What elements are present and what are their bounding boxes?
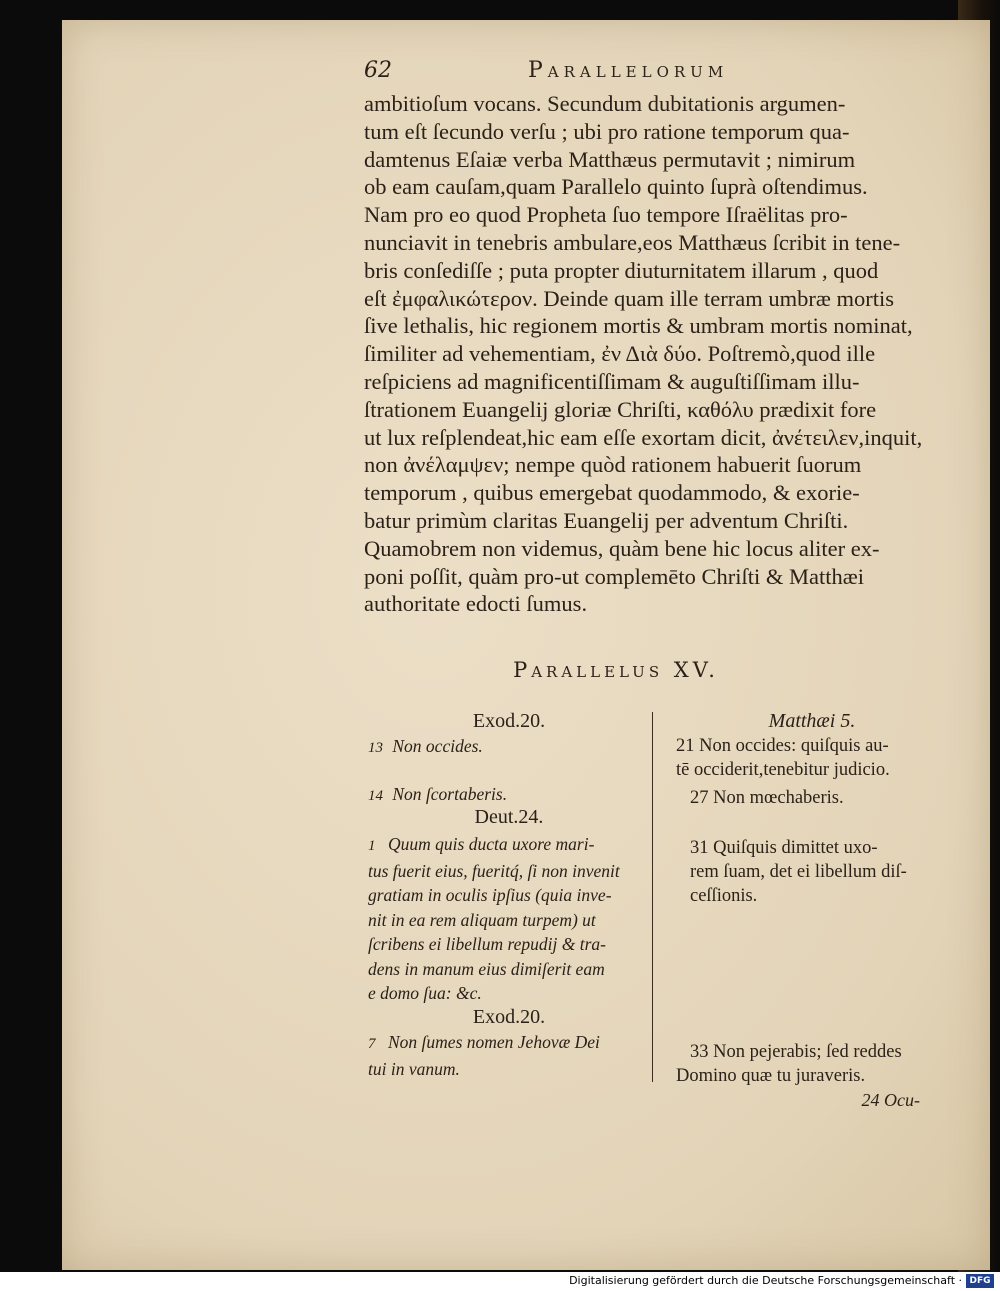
dfg-logo: DFG <box>966 1274 994 1288</box>
page-number: 62 <box>364 58 392 83</box>
running-head <box>62 58 990 88</box>
verse-number: 7 <box>368 1036 376 1052</box>
body-line: nunciavit in tenebris ambulare,eos Matthæus ſcribit in tene- <box>364 229 901 255</box>
funding-credit: Digitalisierung gefördert durch die Deutsche Forschungsgemeinschaft · <box>569 1274 962 1287</box>
body-line: non ἀνέλαμψεν; nempe quòd rationem habuerit ſuorum <box>364 452 862 478</box>
reference-heading: Exod.20. <box>472 710 546 732</box>
body-line: batur primùm claritas Euangelij per adventum Chriſti. <box>364 507 849 533</box>
verse-line: ceſſionis. <box>690 886 758 906</box>
body-line: reſpiciens ad magnificentiſſimam & auguſtiſſimam illu- <box>364 368 860 394</box>
verse-text: Non ſcortaberis. <box>392 784 508 804</box>
verse-line: dens in manum eius dimiſerit eam <box>368 958 605 979</box>
verse-text: Non occides. <box>392 736 483 756</box>
verse <box>368 832 650 1006</box>
body-line: ſimiliter ad vehementiam, ἐν Διὰ δύο. Poſtremò,quod ille <box>364 341 876 367</box>
section-heading: Parallelus XV. <box>513 658 719 682</box>
body-line: Nam pro eo quod Propheta ſuo tempore Iſraëlitas pro- <box>364 202 848 228</box>
body-line: ob eam cauſam,quam Parallelo quinto ſuprà oſtendimus. <box>364 174 868 200</box>
body-line: temporum , quibus emergebat quodammodo, & exorie- <box>364 480 860 506</box>
verse-line: e domo ſua: &c. <box>368 983 482 1003</box>
body-line: ut lux reſplendeat,hic eam eſſe exortam dicit, ἀνέτ‌ειλεν,inquit, <box>364 424 923 450</box>
verse: 27 Non mœchaberis. <box>690 788 844 808</box>
body-paragraph <box>364 90 942 618</box>
body-line: ſtrationem Euangelij gloriæ Chriſti, καθόλυ prædixit fore <box>364 396 877 422</box>
body-line: eſt ἐμφαλικώτερον. Deinde quam ille terram umbræ mortis <box>364 285 894 311</box>
body-line: ſive lethalis, hic regionem mortis & umbram mortis nominat, <box>364 313 913 339</box>
reference-heading: Deut.24. <box>474 806 544 828</box>
verse-line: 33 Non pejerabis; ſed reddes <box>690 1042 902 1062</box>
verse-line: ſcribens ei libellum repudij & tra- <box>368 934 607 954</box>
verse <box>368 782 650 809</box>
verse <box>368 734 650 761</box>
body-line: bris conſediſſe ; puta propter diuturnitatem illarum , quod <box>364 257 879 283</box>
verse <box>368 1030 650 1081</box>
verse-number: 14 <box>368 788 383 804</box>
body-line: ambitioſum vocans. Secundum dubitationis argumen- <box>364 91 846 116</box>
verse-line: tē occiderit,tenebitur judicio. <box>676 760 890 780</box>
body-line: Quamobrem non videmus, quàm bene hic locus aliter ex- <box>364 535 880 561</box>
verse-line: 31 Quiſquis dimittet uxo- <box>690 838 878 858</box>
catchword: 24 Ocu- <box>861 1090 920 1110</box>
verse-line: tus fuerit eius, fueritq́, ſi non invenit <box>368 860 620 881</box>
verse-line: tui in vanum. <box>368 1058 460 1079</box>
body-line: damtenus Eſaiæ verba Matthæus permutavit ; nimirum <box>364 146 856 172</box>
verse-number: 1 <box>368 838 376 854</box>
footer-bar <box>0 1272 1000 1291</box>
verse-number: 13 <box>368 740 383 756</box>
reference-heading: Matthæi 5. <box>768 710 856 732</box>
verse-line: gratiam in oculis ipſius (quia inve- <box>368 885 612 905</box>
verse-line: Non ſumes nomen Jehovæ Dei <box>388 1032 600 1052</box>
body-line: tum eſt ſecundo verſu ; ubi pro ratione temporum qua- <box>364 118 850 144</box>
running-title: Parallelorum <box>528 58 729 83</box>
column-divider <box>652 712 653 1082</box>
verse-line: Domino quæ tu juraveris. <box>676 1066 866 1086</box>
verse <box>676 1040 948 1088</box>
verse-line: rem ſuam, det ei libellum diſ- <box>690 862 907 882</box>
body-line: authoritate edocti ſumus. <box>364 591 588 617</box>
verse-line: 21 Non occides: quiſquis au- <box>676 736 889 756</box>
verse <box>676 734 948 782</box>
book-page <box>62 20 990 1270</box>
reference-heading: Exod.20. <box>472 1006 546 1028</box>
verse <box>676 836 948 908</box>
body-line: poni poſſit, quàm pro-ut complemēto Chriſti & Matthæi <box>364 563 864 589</box>
verse-line: Quum quis ducta uxore mari- <box>388 834 595 854</box>
verse-line: nit in ea rem aliquam turpem) ut <box>368 909 596 930</box>
